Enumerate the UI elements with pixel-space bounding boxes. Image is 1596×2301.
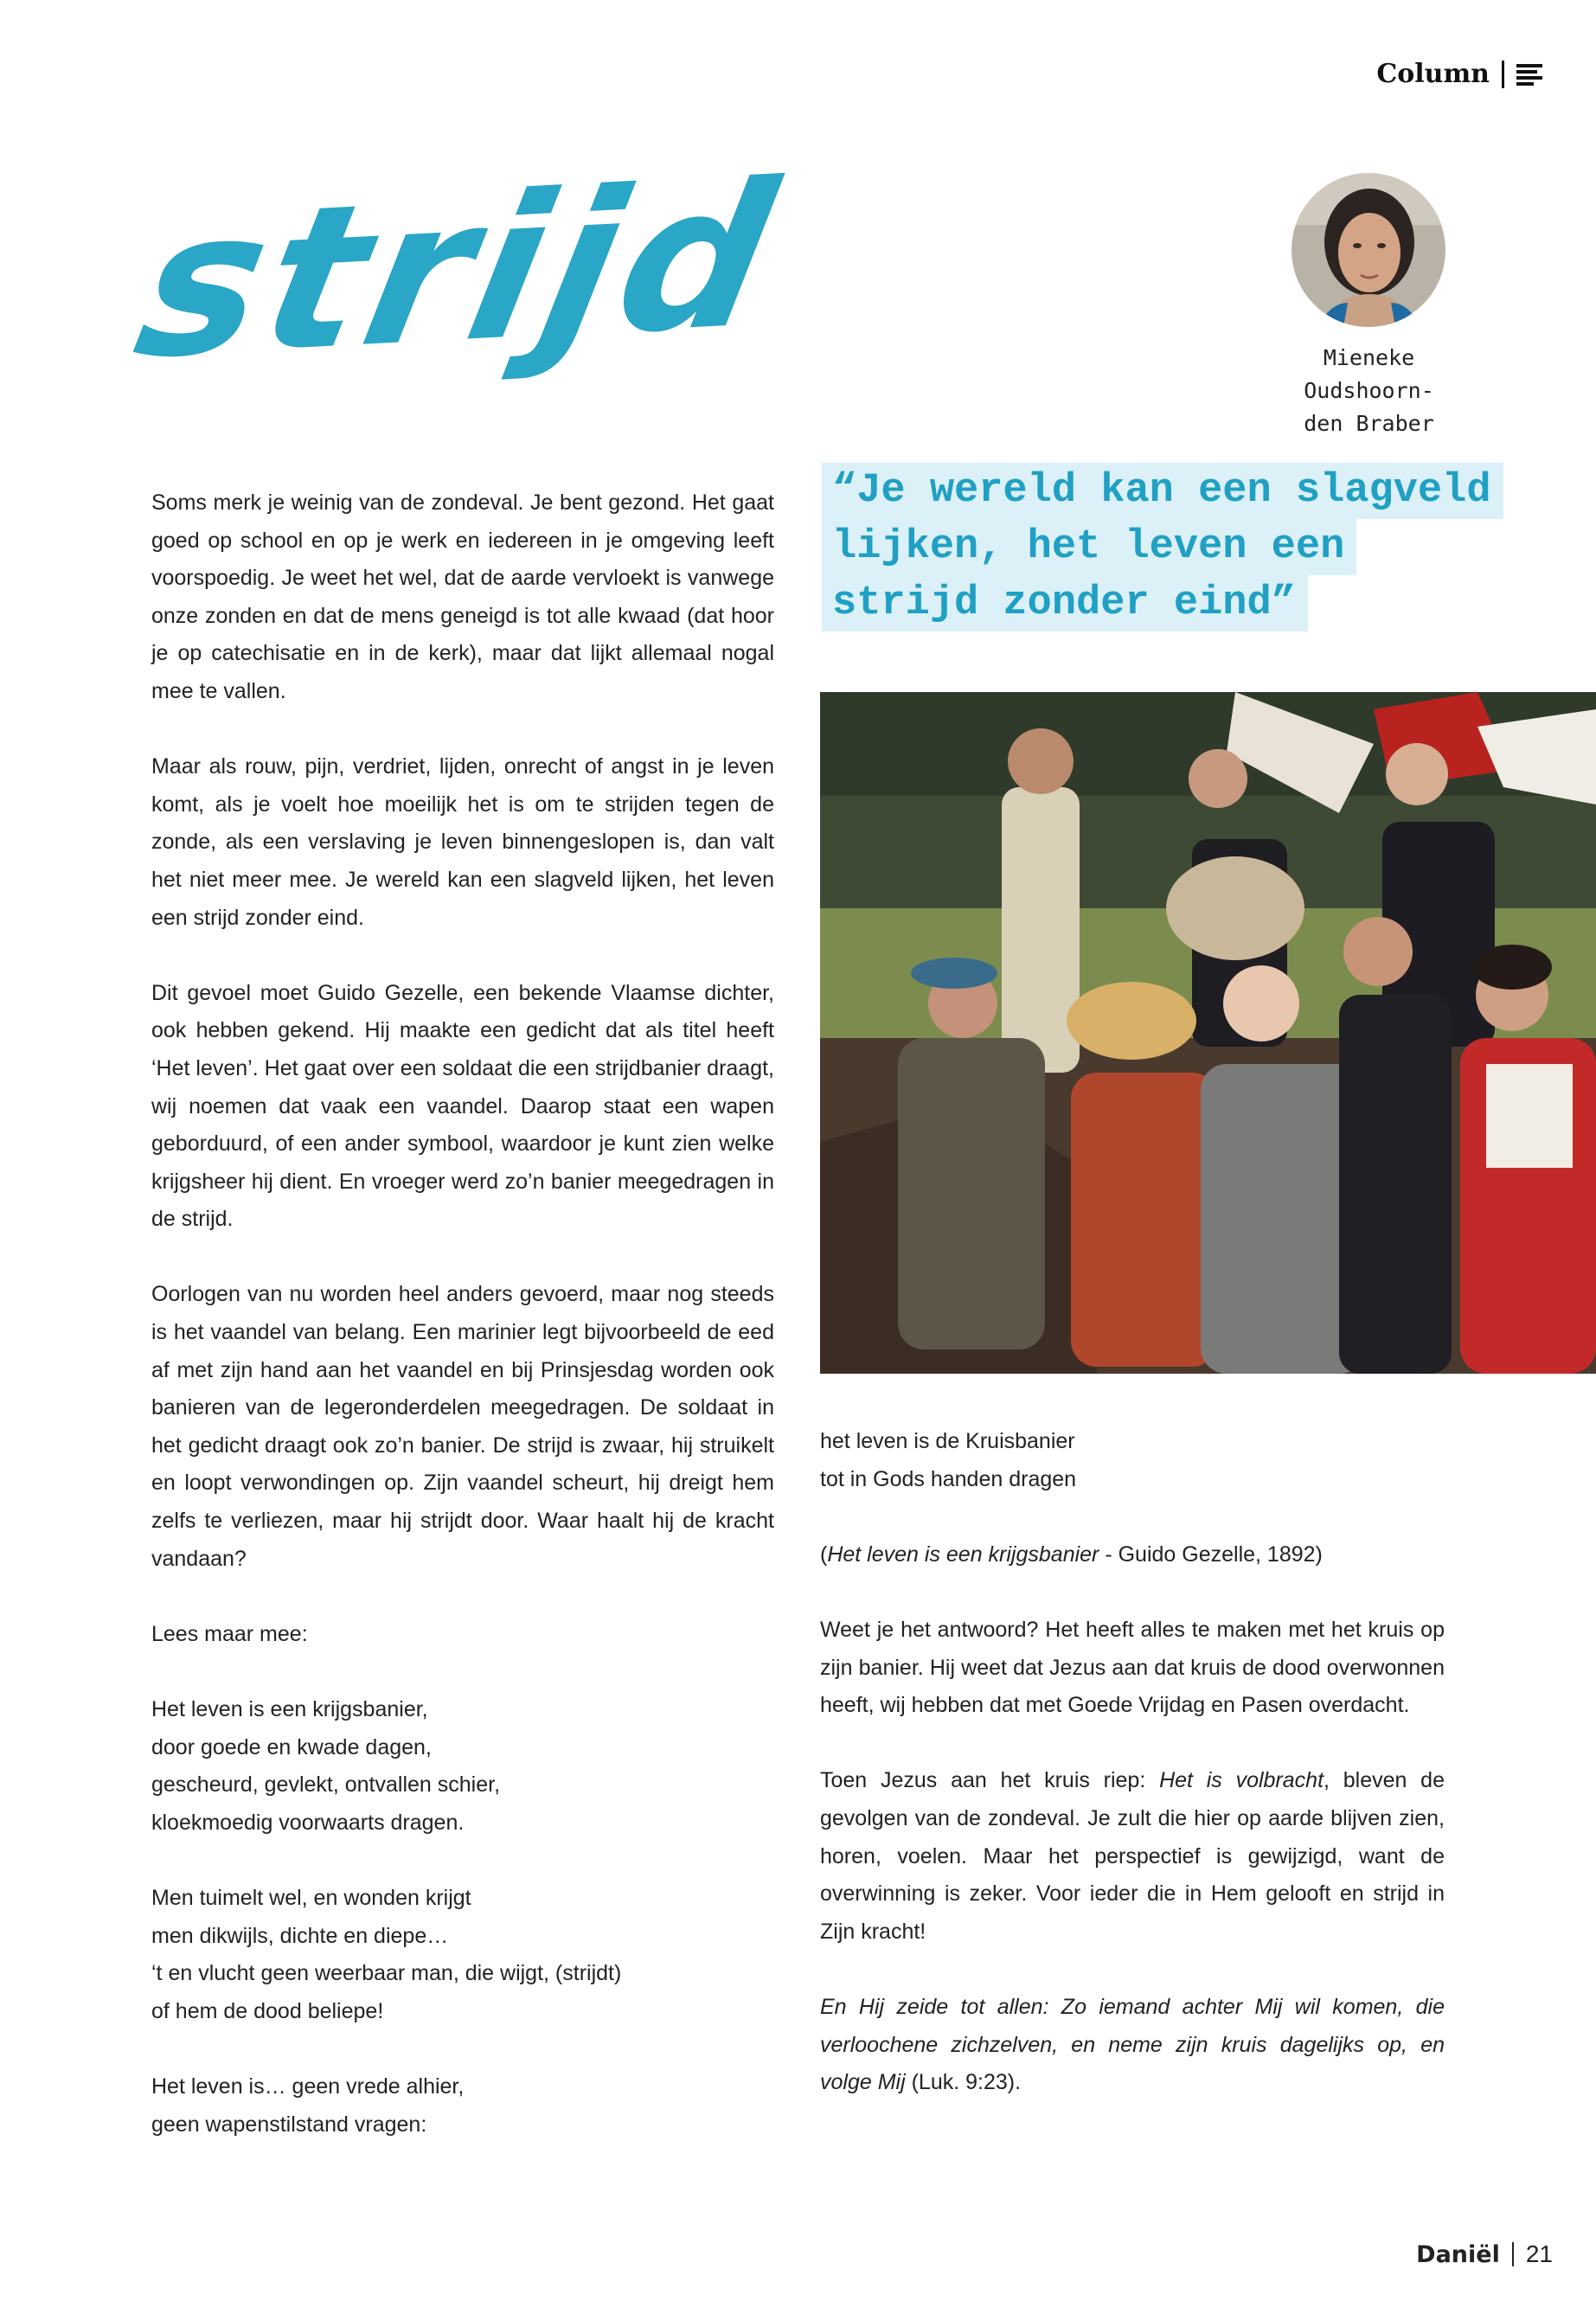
magazine-name: Daniël bbox=[1416, 2240, 1500, 2268]
citation-title: Het leven is een krijgsbanier bbox=[827, 1541, 1099, 1567]
poem-stanza bbox=[151, 2068, 774, 2144]
poem-line: ‘t en vlucht geen weerbaar man, die wijgt, (strijdt) bbox=[151, 1961, 622, 1986]
reenactment-photo-icon bbox=[820, 692, 1596, 1374]
body-text: , bleven de gevolgen van de zondeval. Je zult die hier op aarde blijven zien, horen, voelen. Maar het perspectief is gewijzigd, want de overwinning is zeker. Voor ieder die in Hem gelooft en strijd in Zijn kracht! bbox=[820, 1768, 1445, 1944]
body-text: Toen Jezus aan het kruis riep: bbox=[820, 1768, 1160, 1793]
article-title: strijd bbox=[120, 140, 796, 404]
poem-line: Het leven is een krijgsbanier, bbox=[151, 1697, 428, 1721]
header-divider bbox=[1502, 61, 1504, 88]
poem-line: het leven is de Kruisbanier bbox=[820, 1429, 1075, 1453]
author-name bbox=[1263, 342, 1475, 440]
poem-line: men dikwijls, dichte en diepe… bbox=[151, 1923, 449, 1948]
section-label: Column bbox=[1376, 59, 1490, 89]
body-paragraph: Oorlogen van nu worden heel anders gevoerd, maar nog steeds is het vaandel van belang. Een marinier legt bijvoorbeeld de eed af met zijn hand aan het vaandel en bij Prinsjesdag worden ook banieren van de legeronderdelen meegedragen. De soldaat in het gedicht draagt ook zo’n banier. De strijd is zwaar, hij struikelt en loopt verwondingen op. Zijn vaandel scheurt, hij dreigt hem zelfs te verliezen, maar hij strijdt door. Waar haalt hij de kracht vandaan? bbox=[151, 1282, 774, 1571]
poem-line: gescheurd, gevlekt, ontvallen schier, bbox=[151, 1772, 501, 1798]
pull-quote-line: “Je wereld kan een slagveld bbox=[822, 463, 1503, 519]
article-photo bbox=[820, 692, 1596, 1374]
citation-author: - Guido Gezelle, 1892) bbox=[1099, 1541, 1323, 1567]
author-name-line: Oudshoorn- bbox=[1304, 378, 1434, 403]
left-column bbox=[151, 484, 774, 2182]
pull-quote-line: lijken, het leven een bbox=[822, 519, 1356, 575]
poem-line: Het leven is… geen vrede alhier, bbox=[151, 2073, 465, 2099]
body-paragraph: Lees maar mee: bbox=[151, 1621, 308, 1646]
poem-stanza bbox=[151, 1880, 774, 2030]
poem-stanza bbox=[151, 1691, 774, 1842]
poem-line: kloekmoedig voorwaarts dragen. bbox=[151, 1810, 465, 1835]
scripture-reference: (Luk. 9:23). bbox=[905, 2070, 1022, 2095]
poem-line: Men tuimelt wel, en wonden krijgt bbox=[151, 1885, 471, 1910]
page-footer bbox=[1416, 2240, 1553, 2268]
body-paragraph: Weet je het antwoord? Het heeft alles te maken met het kruis op zijn banier. Hij weet dat Jezus aan dat kruis de dood overwonnen heeft, wij hebben dat met Goede Vrijdag en Pasen overdacht. bbox=[820, 1617, 1445, 1718]
section-header bbox=[1376, 59, 1542, 89]
poem-line: door goede en kwade dagen, bbox=[151, 1734, 432, 1759]
poem-citation bbox=[820, 1536, 1445, 1574]
poem-stanza bbox=[820, 1423, 1445, 1498]
list-lines-icon bbox=[1516, 62, 1542, 87]
scripture-text: En Hij zeide tot allen: Zo iemand achter Mij wil komen, die verloochene zichzelven, en neme zijn kruis dagelijks op, en volge Mij bbox=[820, 1994, 1445, 2095]
author-name-line: den Braber bbox=[1304, 411, 1434, 436]
body-paragraph: Dit gevoel moet Guido Gezelle, een bekende Vlaamse dichter, ook hebben gekend. Hij maakte een gedicht dat als titel heeft ‘Het leven’. Het gaat over een soldaat die een strijdbanier draagt, wij noemen dat vaak een vaandel. Daarop staat een wapen geborduurd, of een ander symbool, waardoor je kunt zien welke krijgsheer hij dient. En vroeger werd zo’n banier meegedragen in de strijd. bbox=[151, 980, 774, 1232]
pull-quote bbox=[822, 463, 1574, 631]
citation-open: ( bbox=[820, 1541, 828, 1567]
author-avatar bbox=[1292, 173, 1445, 327]
page-number: 21 bbox=[1525, 2240, 1553, 2267]
body-paragraph bbox=[820, 1762, 1445, 1951]
author-name-line: Mieneke bbox=[1323, 345, 1415, 370]
poem-line: tot in Gods handen dragen bbox=[820, 1466, 1077, 1491]
poem-line: geen wapenstilstand vragen: bbox=[151, 2112, 427, 2137]
scripture-quote bbox=[820, 1989, 1445, 2102]
footer-divider bbox=[1512, 2242, 1514, 2266]
right-column bbox=[820, 1423, 1445, 2139]
emphasis-text: Het is volbracht bbox=[1159, 1768, 1324, 1793]
author-portrait-icon bbox=[1292, 173, 1445, 327]
body-paragraph: Soms merk je weinig van de zondeval. Je bent gezond. Het gaat goed op school en op je werk en iedereen in je omgeving leeft voorspoedig. Je weet het wel, dat de aarde vervloekt is vanwege onze zonden en dat de mens geneigd is tot alle kwaad (dat hoor je op catechisatie en in de kerk), maar dat lijkt allemaal nogal mee te vallen. bbox=[151, 490, 774, 703]
poem-line: of hem de dood beliepe! bbox=[151, 1998, 384, 2023]
body-paragraph: Maar als rouw, pijn, verdriet, lijden, onrecht of angst in je leven komt, als je voelt hoe moeilijk het is om te strijden tegen de zonde, als een verslaving je leven binnengeslopen is, dan valt het niet meer mee. Je wereld kan een slagveld lijken, het leven een strijd zonder eind. bbox=[151, 754, 774, 930]
pull-quote-line: strijd zonder eind” bbox=[822, 575, 1308, 631]
